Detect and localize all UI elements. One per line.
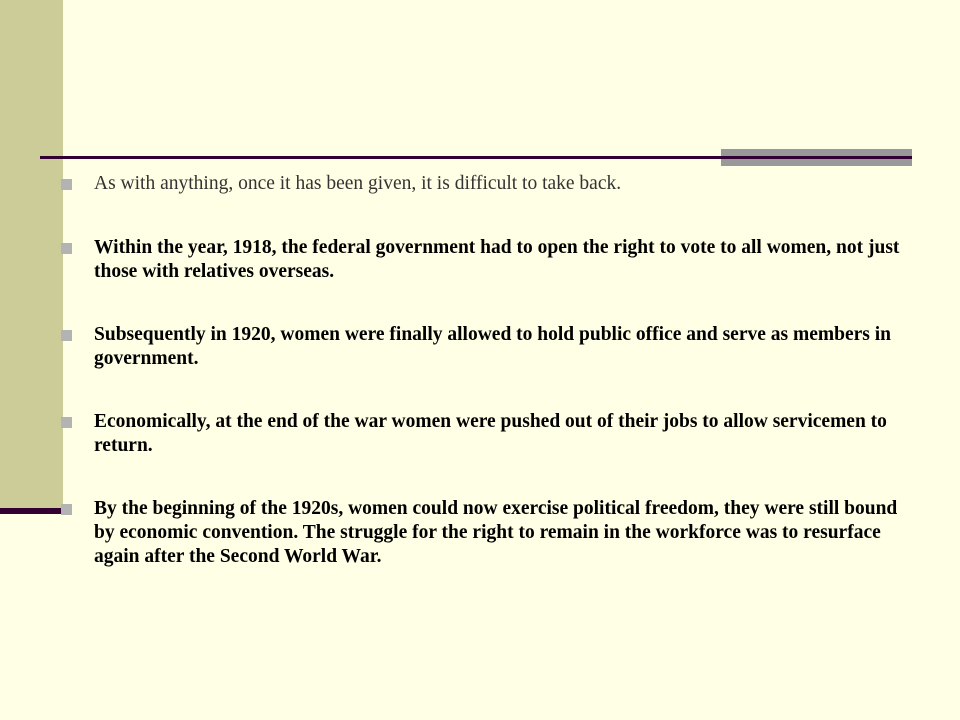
square-bullet-icon xyxy=(61,179,72,190)
bullet-text: Within the year, 1918, the federal government had to open the right to vote to all women, not just those with relatives overseas. xyxy=(94,237,900,282)
square-bullet-icon xyxy=(61,504,72,515)
bullet-text: Subsequently in 1920, women were finally allowed to hold public office and serve as members in government. xyxy=(94,324,891,369)
bullet-item xyxy=(60,323,900,371)
bullet-text: By the beginning of the 1920s, women could now exercise political freedom, they were still bound by economic convention. The struggle for the right to remain in the workforce was to resurface again after the Second World War. xyxy=(94,498,898,567)
bullet-item xyxy=(60,172,900,196)
square-bullet-icon xyxy=(61,243,72,254)
title-rule-block-upper xyxy=(721,149,912,156)
bullet-item xyxy=(60,410,900,458)
title-rule-block-lower xyxy=(721,159,912,166)
sidebar-decoration xyxy=(0,0,63,510)
square-bullet-icon xyxy=(61,417,72,428)
bullet-text: Economically, at the end of the war women were pushed out of their jobs to allow servicemen to return. xyxy=(94,411,887,456)
square-bullet-icon xyxy=(61,330,72,341)
bullet-item xyxy=(60,497,900,569)
bullet-text: As with anything, once it has been given, it is difficult to take back. xyxy=(94,173,622,194)
sidebar-accent-line xyxy=(0,508,63,514)
bullet-item xyxy=(60,236,900,284)
bullet-list xyxy=(60,172,900,608)
